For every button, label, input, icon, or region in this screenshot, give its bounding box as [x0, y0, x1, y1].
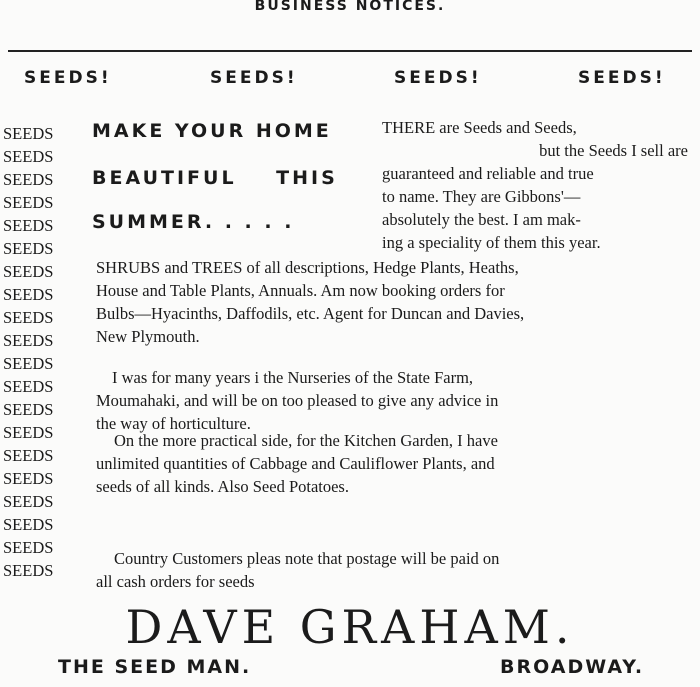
- intro-line: to name. They are Gibbons'—: [382, 187, 581, 206]
- paragraph-line: House and Table Plants, Annuals. Am now booking orders for: [96, 281, 505, 300]
- headline-line-1: MAKE YOUR HOME: [92, 120, 332, 142]
- seeds-column: [3, 122, 53, 582]
- banner-seeds-1: SEEDS!: [24, 68, 112, 88]
- paragraph-kitchen-garden: [96, 429, 694, 498]
- seeds-column-item: SEEDS: [3, 285, 54, 304]
- intro-block: [382, 116, 694, 254]
- paragraph-line: I was for many years i the Nurseries of the State Farm,: [112, 368, 474, 387]
- paragraph-country-customers: [96, 547, 694, 593]
- seeds-column-item: SEEDS: [3, 308, 54, 327]
- header-rule: [8, 50, 692, 52]
- headline-line-3: SUMMER. . . . .: [92, 211, 295, 233]
- intro-line: THERE are Seeds and Seeds,: [382, 118, 577, 137]
- seeds-column-item: SEEDS: [3, 193, 54, 212]
- paragraph-line: Country Customers pleas note that postage will be paid on: [114, 549, 500, 568]
- seeds-column-item: SEEDS: [3, 216, 54, 235]
- seeds-column-item: SEEDS: [3, 239, 54, 258]
- banner-seeds-4: SEEDS!: [578, 68, 666, 88]
- intro-line: ing a speciality of them this year.: [382, 233, 601, 252]
- seeds-column-item: SEEDS: [3, 147, 54, 166]
- signature-name: DAVE GRAHAM.: [125, 600, 575, 654]
- section-title: BUSINESS NOTICES.: [254, 0, 446, 14]
- footer-left: THE SEED MAN.: [58, 656, 252, 678]
- seeds-column-item: SEEDS: [3, 446, 54, 465]
- seeds-column-item: SEEDS: [3, 170, 54, 189]
- paragraph-line: SHRUBS and TREES of all descriptions, Hedge Plants, Heaths,: [96, 258, 519, 277]
- banner-seeds-3: SEEDS!: [394, 68, 482, 88]
- intro-line: but the Seeds I sell are: [539, 141, 688, 160]
- seeds-column-item: SEEDS: [3, 515, 54, 534]
- paragraph-line: unlimited quantities of Cabbage and Cauliflower Plants, and: [96, 454, 495, 473]
- paragraph-line: all cash orders for seeds: [96, 572, 255, 591]
- seeds-column-item: SEEDS: [3, 423, 54, 442]
- seeds-column-item: SEEDS: [3, 400, 54, 419]
- seeds-column-item: SEEDS: [3, 469, 54, 488]
- paragraph-shrubs: [96, 256, 694, 348]
- footer-right: BROADWAY.: [500, 656, 645, 678]
- paragraph-line: the way of horticulture.: [96, 414, 251, 433]
- seeds-column-item: SEEDS: [3, 331, 54, 350]
- paragraph-line: Moumahaki, and will be on too pleased to give any advice in: [96, 391, 499, 410]
- paragraph-nurseries: [96, 366, 694, 435]
- seeds-column-item: SEEDS: [3, 124, 54, 143]
- paragraph-line: On the more practical side, for the Kitchen Garden, I have: [114, 431, 498, 450]
- headline-line-2: BEAUTIFUL THIS: [92, 167, 338, 189]
- seeds-column-item: SEEDS: [3, 262, 54, 281]
- seeds-column-item: SEEDS: [3, 492, 54, 511]
- paragraph-line: Bulbs—Hyacinths, Daffodils, etc. Agent for Duncan and Davies,: [96, 304, 525, 323]
- paragraph-line: New Plymouth.: [96, 327, 200, 346]
- banner-seeds-2: SEEDS!: [210, 68, 298, 88]
- intro-line: guaranteed and reliable and true: [382, 164, 594, 183]
- seeds-column-item: SEEDS: [3, 538, 54, 557]
- paragraph-line: seeds of all kinds. Also Seed Potatoes.: [96, 477, 349, 496]
- seeds-column-item: SEEDS: [3, 561, 54, 580]
- seeds-column-item: SEEDS: [3, 354, 54, 373]
- seeds-column-item: SEEDS: [3, 377, 54, 396]
- intro-line: absolutely the best. I am mak-: [382, 210, 581, 229]
